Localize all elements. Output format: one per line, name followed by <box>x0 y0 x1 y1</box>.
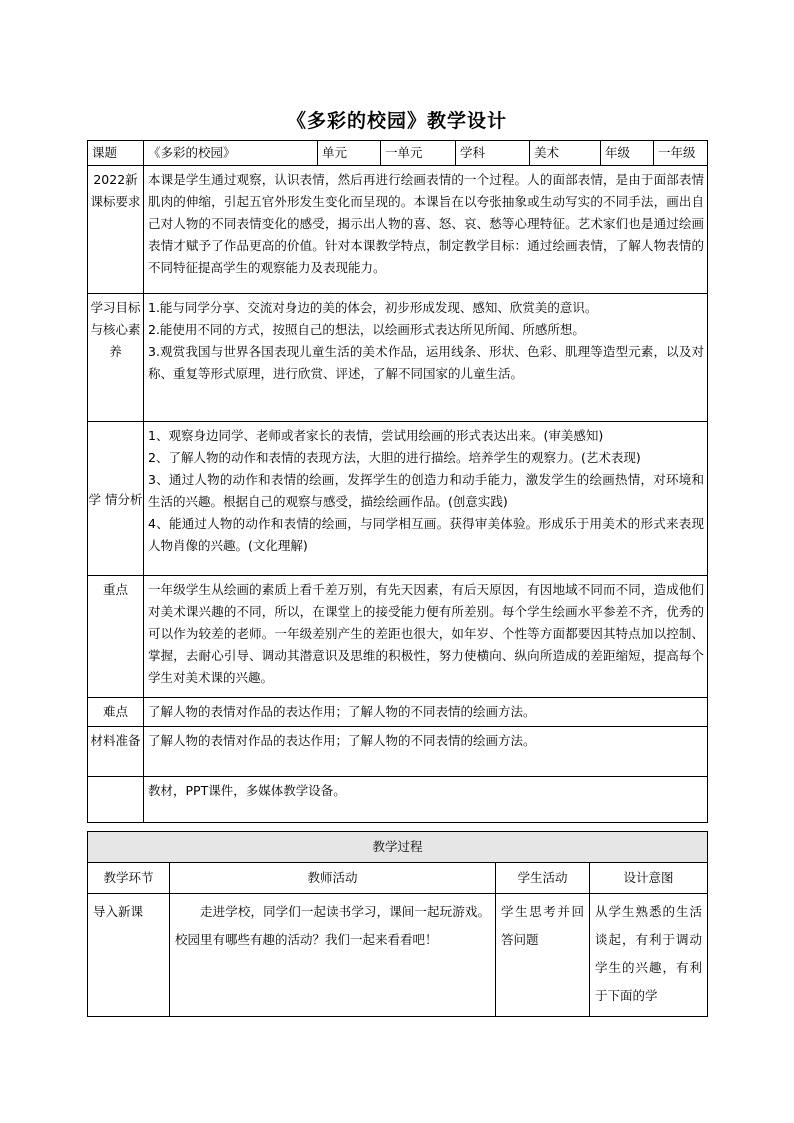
student-activity-cell: 学生思考并回答问题 <box>496 894 590 1017</box>
column-header: 教师活动 <box>170 863 496 894</box>
grade-label: 年级 <box>601 141 654 166</box>
lesson-info-table <box>87 140 708 823</box>
materials-label: 材料准备 <box>88 727 144 777</box>
extra-row <box>88 777 708 823</box>
document-title: 《多彩的校园》教学设计 <box>286 110 507 132</box>
goals-label: 学习目标与核心素养 <box>88 294 144 422</box>
difficulty-row <box>88 698 708 727</box>
standard-text: 本课是学生通过观察，认识表情，然后再进行绘画表情的一个过程。人的面部表情，是由于面部表情肌肉的伸缩，引起五官外形发生变化而呈现的。本课旨在以夸张抽象或生动写实的不同手法，画出自己对人物的不同表情变化的感受，揭示出人物的喜、怒、哀、愁等心理特征。艺术家们也是通过绘画表情才赋予了作品更高的价值。针对本课教学特点，制定教学目标：通过绘画表情，了解人物表情的不同特征提高学生的观察能力及表现能力。 <box>144 166 708 294</box>
difficulty-label: 难点 <box>88 698 144 727</box>
analysis-item: 2、了解人物的动作和表情的表现方法，大胆的进行描绘。培养学生的观察力。(艺术表现) <box>148 450 641 465</box>
unit-value: 一单元 <box>381 141 456 166</box>
column-header: 教学环节 <box>88 863 170 894</box>
goal-item: 1.能与同学分享、交流对身边的美的体会，初步形成发现、感知、欣赏美的意识。 <box>148 300 598 315</box>
analysis-item: 4、能通过人物的动作和表情的绘画，与同学相互画。获得审美体验。形成乐于用美术的形式来表现人物肖像的兴趣。(文化理解) <box>148 516 704 553</box>
analysis-row <box>88 422 708 576</box>
subject-label: 学科 <box>456 141 530 166</box>
analysis-item: 1、观察身边同学、老师或者家长的表情，尝试用绘画的形式表达出来。(审美感知) <box>148 428 604 443</box>
difficulty-text: 了解人物的表情对作品的表达作用；了解人物的不同表情的绘画方法。 <box>144 698 708 727</box>
analysis-item: 3、通过人物的动作和表情的绘画，发挥学生的创造力和动手能力，激发学生的绘画热情，对环境和生活的兴趣。根据自己的观察与感受，描绘绘画作品。(创意实践) <box>148 472 704 509</box>
process-table <box>87 831 708 1017</box>
materials-row <box>88 727 708 777</box>
extra-label <box>88 777 144 823</box>
standard-row <box>88 166 708 294</box>
grade-value: 一年级 <box>654 141 708 166</box>
standard-label: 2022新课标要求 <box>88 166 144 294</box>
stage-cell: 导入新课 <box>88 894 170 1017</box>
extra-text: 教材，PPT课件，多媒体教学设备。 <box>144 777 708 823</box>
subject-value: 美术 <box>530 141 601 166</box>
unit-label: 单元 <box>318 141 381 166</box>
analysis-label: 学 情分析 <box>88 422 144 576</box>
analysis-text <box>144 422 708 576</box>
header-row <box>88 141 708 166</box>
process-title: 教学过程 <box>88 832 708 863</box>
goals-text <box>144 294 708 422</box>
goal-item: 2.能使用不同的方式，按照自己的想法，以绘画形式表达所见所闻、所感所想。 <box>148 322 585 337</box>
teacher-activity-cell: 走进学校，同学们一起读书学习，课间一起玩游戏。校园里有哪些有趣的活动？我们一起来看看吧！ <box>170 894 496 1017</box>
table-row <box>88 894 708 1017</box>
key-text: 一年级学生从绘画的素质上看千差万别，有先天因素，有后天原因，有因地域不同而不同，造成他们对美术课兴趣的不同，所以，在课堂上的接受能力便有所差别。每个学生绘画水平参差不齐，优秀的可以作为较差的老师。一年级差别产生的差距也很大，如年岁、个性等方面都要因其特点加以控制、掌握，去耐心引导、调动其潜意识及思维的积极性，努力使横向、纵向所造成的差距缩短，提高每个学生对美术课的兴趣。 <box>144 576 708 698</box>
lesson-label: 课题 <box>88 141 144 166</box>
column-header: 设计意图 <box>590 863 708 894</box>
key-row <box>88 576 708 698</box>
materials-text: 了解人物的表情对作品的表达作用；了解人物的不同表情的绘画方法。 <box>144 727 708 777</box>
process-header-row <box>88 863 708 894</box>
goal-item: 3.观赏我国与世界各国表现儿童生活的美术作品，运用线条、形状、色彩、肌理等造型元素，以及对称、重复等形式原理，进行欣赏、评述，了解不同国家的儿童生活。 <box>148 344 704 381</box>
lesson-value: 《多彩的校园》 <box>144 141 318 166</box>
goals-row <box>88 294 708 422</box>
design-intent-cell: 从学生熟悉的生活谈起，有利于调动学生的兴趣，有利于下面的学 <box>590 894 708 1017</box>
column-header: 学生活动 <box>496 863 590 894</box>
key-label: 重点 <box>88 576 144 698</box>
